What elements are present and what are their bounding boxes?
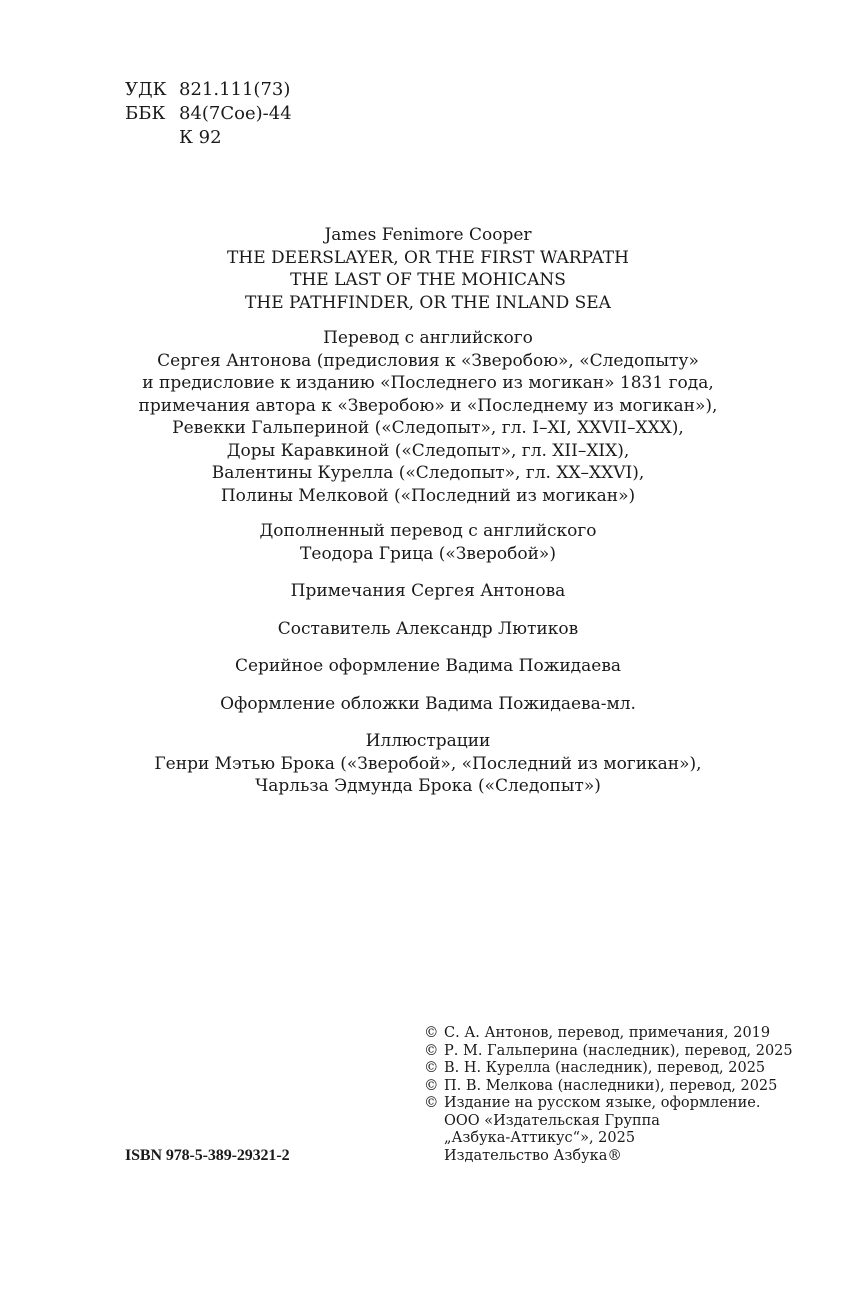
copyright-text: Издание на русском языке, оформление. xyxy=(444,1095,761,1111)
copyright-text: С. А. Антонов, перевод, примечания, 2019 xyxy=(444,1025,771,1041)
series-design-credit: Серийное оформление Вадима Пожидаева xyxy=(234,656,622,676)
credits-block xyxy=(0,224,856,798)
copyright-symbol: © xyxy=(424,1042,439,1059)
supplemented-translation-line: Теодора Грица («Зверобой») xyxy=(300,543,556,564)
bbk-label: ББК xyxy=(125,103,166,124)
copyright-block xyxy=(424,1025,793,1165)
cover-design-credit: Оформление обложки Вадима Пожидаева-мл. xyxy=(220,693,636,714)
copyright-text: П. В. Мелкова (наследники), перевод, 2025 xyxy=(444,1077,778,1094)
translation-line: Полины Мелковой («Последний из могикан») xyxy=(220,485,636,506)
author-mark: К 92 xyxy=(179,127,222,148)
compiler-credit: Составитель Александр Лютиков xyxy=(277,618,579,639)
copyright-text: Р. М. Гальперина (наследник), перевод, 2025 xyxy=(444,1042,793,1059)
copyright-entry xyxy=(424,1078,793,1096)
copyright-entry xyxy=(424,1043,793,1061)
copyright-entry xyxy=(424,1060,793,1078)
udk-label: УДК xyxy=(125,79,167,100)
illustrations-line: Чарльза Эдмунда Брока («Следопыт») xyxy=(255,776,601,796)
english-title-line: THE DEERSLAYER, OR THE FIRST WARPATH xyxy=(227,247,629,268)
copyright-symbol: © xyxy=(424,1077,439,1094)
isbn: ISBN 978-5-389-29321-2 xyxy=(125,1147,290,1164)
copyright-symbol: © xyxy=(424,1025,439,1041)
translation-line: примечания автора к «Зверобою» и «Последнему из могикан»), xyxy=(138,395,718,416)
english-title-line: THE LAST OF THE MOHICANS xyxy=(290,270,566,290)
illustrations-block xyxy=(0,730,856,798)
supplemented-translation-block xyxy=(0,520,856,565)
copyright-symbol: © xyxy=(424,1095,439,1111)
translation-line: Ревекки Гальпериной («Следопыт», гл. I–XI, XXVII–XXX), xyxy=(172,418,684,438)
english-title-line: THE PATHFINDER, OR THE INLAND SEA xyxy=(245,292,611,313)
publisher-line: Издательство Азбука® xyxy=(444,1147,622,1164)
publisher-line: „Азбука-Аттикус“», 2025 xyxy=(444,1130,636,1146)
translation-block xyxy=(0,327,856,507)
udk-row xyxy=(125,78,292,102)
translation-line: Валентины Курелла («Следопыт», гл. XX–XXVI), xyxy=(211,463,645,483)
copyright-entry xyxy=(424,1095,793,1113)
author-mark-row xyxy=(125,126,292,150)
bbk-row xyxy=(125,102,292,126)
translation-line: Перевод с английского xyxy=(323,328,533,348)
translation-line: Доры Каравкиной («Следопыт», гл. XII–XIX), xyxy=(226,440,630,461)
classification-block xyxy=(125,78,292,150)
bbk-value: 84(7Сое)-44 xyxy=(179,103,292,124)
copyright-entry xyxy=(424,1025,793,1043)
copyright-symbol: © xyxy=(424,1060,439,1076)
copyright-text: В. Н. Курелла (наследник), перевод, 2025 xyxy=(444,1060,766,1076)
illustrations-line: Иллюстрации xyxy=(365,731,491,751)
supplemented-translation-line: Дополненный перевод с английского xyxy=(259,521,597,541)
udk-value: 821.111(73) xyxy=(179,79,291,100)
notes-credit: Примечания Сергея Антонова xyxy=(290,581,566,601)
publisher-line: ООО «Издательская Группа xyxy=(444,1112,660,1129)
translation-line: и предисловие к изданию «Последнего из могикан» 1831 года, xyxy=(142,373,714,393)
illustrations-line: Генри Мэтью Брока («Зверобой», «Последний из могикан»), xyxy=(154,753,702,774)
english-title-block xyxy=(0,224,856,314)
english-author: James Fenimore Cooper xyxy=(324,225,532,245)
translation-line: Сергея Антонова (предисловия к «Зверобою», «Следопыту» xyxy=(157,350,699,371)
